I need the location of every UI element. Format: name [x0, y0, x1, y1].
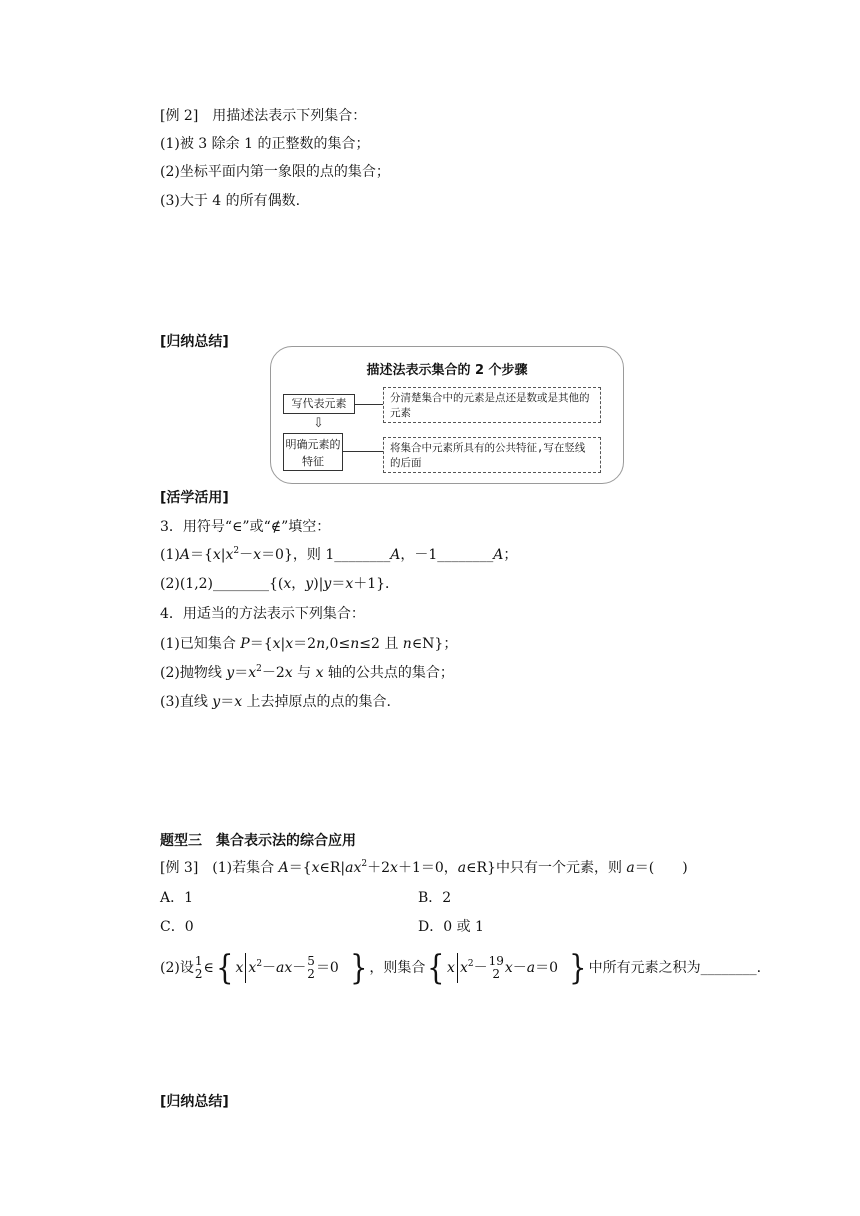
practice-3-title: 3．用符号“∈”或“∉”填空：: [160, 519, 331, 535]
example-3-question-2: (2)设 1 2 ∈{ x $x^2-ax-$ 5 2 ＝0 } ，则集合{ x $x^2-$ 19 2 x－a＝0 } 中所有元素之积为________.: [160, 948, 762, 988]
example-3-question-1: [例 3] (1)若集合 $A=\{x\in R|ax^2+2x+1=0$，a∈R}中只有一个元素，则 a＝( ): [160, 859, 688, 876]
section-3-title: 题型三 集合表示法的综合应用: [160, 833, 356, 849]
example-2-item-1: (1)被 3 除余 1 的正整数的集合；: [160, 136, 370, 152]
practice-4-title: 4．用适当的方法表示下列集合：: [160, 606, 365, 622]
summary-heading-2: [归纳总结]: [160, 1094, 229, 1110]
summary-diagram: [270, 346, 624, 484]
option-d: D．0 或 1: [418, 919, 484, 935]
example-2-item-2: (2)坐标平面内第一象限的点的集合；: [160, 164, 390, 180]
practice-4-item-3: (3)直线 y＝x 上去掉原点的点的集合.: [160, 694, 392, 710]
down-arrow-icon: ⇩: [313, 416, 324, 431]
step-2-box: 明确元素的特征: [283, 433, 343, 471]
summary-heading-1: [归纳总结]: [160, 334, 229, 350]
step-1-box: 写代表元素: [283, 394, 355, 414]
practice-3-item-2: (2)(1,2)________{(x，y)|y＝x＋1}．: [160, 576, 400, 592]
practice-3-item-1: $(1)A=\{x|x^2-x=0\}$，则 1________A，－1________A；: [160, 546, 518, 563]
option-c: C．0: [160, 919, 194, 935]
step-2-description: 将集合中元素所具有的公共特征,写在竖线的后面: [383, 437, 601, 473]
example-2-title: [例 2] 用描述法表示下列集合：: [160, 108, 367, 124]
step-1-connector: [355, 404, 383, 405]
step-1-description: 分清楚集合中的元素是点还是数或是其他的元素: [383, 387, 601, 423]
practice-4-item-1: (1)已知集合 P＝{x|x＝2n,0≤n≤2 且 n∈N}；: [160, 636, 458, 652]
step-2-connector: [343, 451, 383, 452]
example-2-item-3: (3)大于 4 的所有偶数.: [160, 193, 301, 209]
practice-heading: [活学活用]: [160, 490, 229, 506]
option-a: A．1: [160, 890, 194, 906]
summary-diagram-title: 描述法表示集合的 2 个步骤: [366, 363, 528, 378]
practice-4-item-2: (2)抛物线 $y=x^2-2x$ 与 x 轴的公共点的集合；: [160, 664, 454, 681]
option-b: B．2: [418, 890, 452, 906]
